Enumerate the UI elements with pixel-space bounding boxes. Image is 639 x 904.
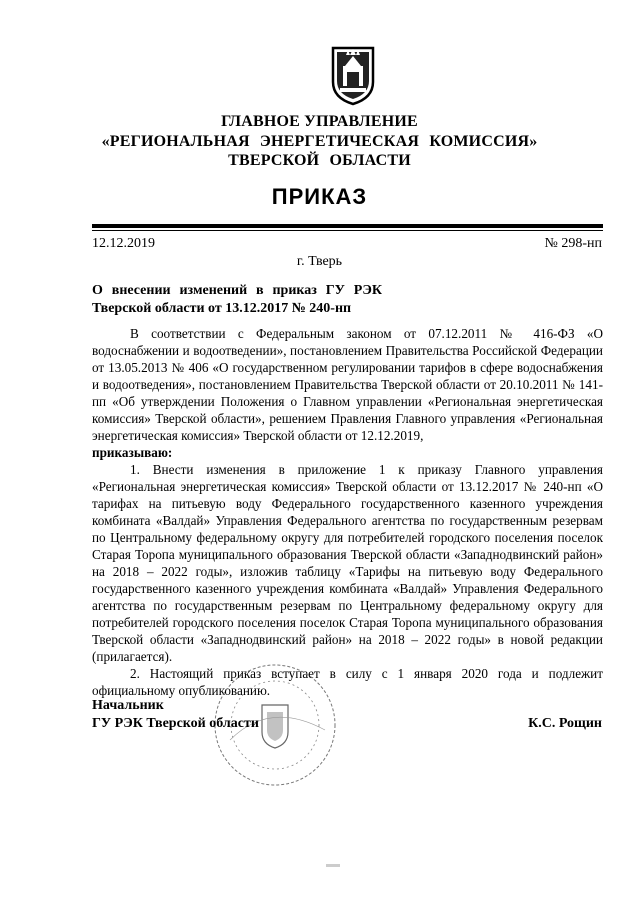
document-number: № 298-нп (544, 236, 602, 251)
subject-line-1: О внесении изменений в приказ ГУ РЭК (92, 283, 382, 298)
decree-word: приказываю: (92, 445, 173, 460)
header-rule-thin (92, 230, 603, 231)
document-city: г. Тверь (296, 254, 343, 269)
order-item-1: 1. Внести изменения в приложение 1 к приказу Главного управления «Региональная энергетическая комиссия» Тверской области от 13.12.2017 № 240-нп «О тарифах на питьевую воду Федерального государственного казенного учреждения комбината «Валдай» Управления Федерального агентства по государственным резервам по Центральному федеральному округу для потребителей городского поселения поселок Старая Торопа муниципального образования Тверской области «Западнодвинский район» на 2018 – 2022 годы», изложив таблицу «Тарифы на питьевую воду Федерального государственного казенного учреждения комбината «Валдай» Управления Федерального агентства по государственным резервам по Центральному федеральному округу для потребителей городского поселения поселок Старая Торопа муниципального образования Тверской области «Западнодвинский район» на 2018 – 2022 годы» в новой редакции (прилагается). (92, 462, 603, 664)
scan-artifact (326, 864, 340, 867)
signatory-position (92, 697, 259, 733)
coat-of-arms-icon (328, 44, 378, 106)
header-rule-thick (92, 224, 603, 228)
signatory-position-line-2: ГУ РЭК Тверской области (92, 716, 259, 731)
organization-name-line-2: «РЕГИОНАЛЬНАЯ ЭНЕРГЕТИЧЕСКАЯ КОМИССИЯ» (101, 133, 538, 150)
document-date: 12.12.2019 (92, 236, 155, 251)
document-body (92, 325, 603, 699)
organization-name-line-1: ГЛАВНОЕ УПРАВЛЕНИЕ (221, 113, 418, 130)
signatory-name: К.С. Рощин (528, 716, 602, 731)
organization-name-line-3: ТВЕРСКОЙ ОБЛАСТИ (228, 152, 411, 169)
signatory-position-line-1: Начальник (92, 698, 164, 713)
subject-line-2: Тверской области от 13.12.2017 № 240-нп (92, 301, 352, 316)
document-type-title: ПРИКАЗ (271, 184, 368, 209)
document-subject (92, 282, 382, 318)
order-item-2: 2. Настоящий приказ вступает в силу с 1 января 2020 года и подлежит официальному опубликованию. (92, 666, 603, 698)
preamble-paragraph: В соответствии с Федеральным законом от 07.12.2011 № 416-ФЗ «О водоснабжении и водоотведении», постановлением Правительства Российской Федерации от 13.05.2013 № 406 «О государственном регулировании тарифов в сфере водоснабжения и водоотведения», постановлением Правительства Тверской области от 20.10.2011 № 141-пп «Об утверждении Положения о Главном управлении «Региональная энергетическая комиссия» Тверской области», решением Правления Главного управления «Региональная энергетическая комиссия» Тверской области от 12.12.2019, (92, 326, 603, 443)
